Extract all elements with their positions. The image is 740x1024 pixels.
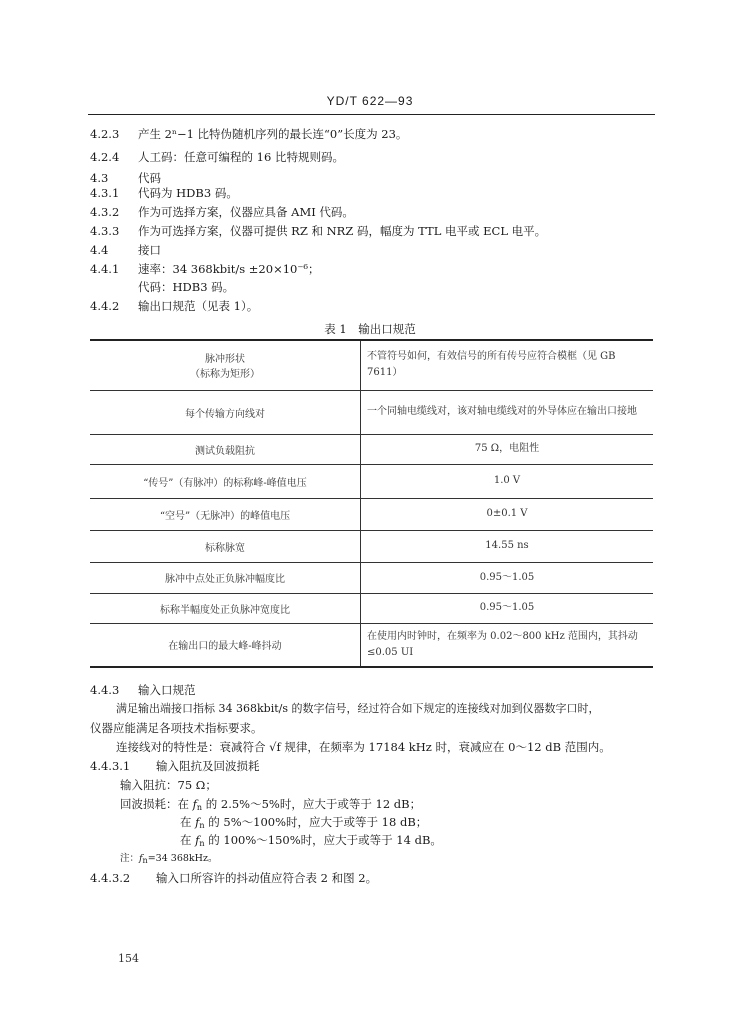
clause-text: 代码为 HDB3 码。 xyxy=(138,186,238,200)
clause-line xyxy=(90,127,407,141)
paragraph-line: 回波损耗：在 $f_n$ 的 2.5%～5%时，应大于或等于 12 dB； xyxy=(120,797,422,812)
value-cell: 14.55 ns xyxy=(361,530,654,562)
clause-text: 作为可选择方案，仪器应具备 AMI 代码。 xyxy=(138,205,354,219)
clause-number: 4.2.3 xyxy=(90,127,120,141)
note-line: 注：$f_n=34$ 368kHz。 xyxy=(120,853,218,865)
clause-line xyxy=(90,186,238,200)
param-cell: 在输出口的最大峰-峰抖动 xyxy=(90,623,361,667)
table-row xyxy=(90,562,653,593)
param-cell: 测试负载阻抗 xyxy=(90,434,361,464)
value-cell: 1.0 V xyxy=(361,464,654,498)
clause-number: 4.3 xyxy=(90,171,109,185)
output-spec-table xyxy=(90,339,653,668)
clause-text: 代码 xyxy=(138,171,161,185)
table-row xyxy=(90,593,653,623)
clause-title: 输入口规范 xyxy=(138,683,196,697)
param-cell: 脉冲中点处正负脉冲幅度比 xyxy=(90,562,361,593)
page-number: 154 xyxy=(118,952,139,965)
table-row xyxy=(90,340,653,390)
clause-line xyxy=(90,243,161,257)
clause-title: 输入阻抗及回波损耗 xyxy=(156,759,260,773)
param-cell: “空号”（无脉冲）的峰值电压 xyxy=(90,498,361,530)
table-caption: 表 1 输出口规范 xyxy=(324,322,416,336)
clause-text: 代码：HDB3 码。 xyxy=(138,280,235,294)
paragraph-line: 在 $f_n$ 的 100%～150%时，应大于或等于 14 dB。 xyxy=(180,833,442,848)
table-row xyxy=(90,530,653,562)
clause-text: 速率：34 368kbit/s ±20×10⁻⁶； xyxy=(138,262,320,276)
value-cell: 75 Ω，电阻性 xyxy=(361,434,654,464)
clause-line xyxy=(90,683,196,697)
paragraph-line: 仪器应能满足各项技术指标要求。 xyxy=(90,721,263,735)
header-rule xyxy=(88,114,655,115)
clause-line xyxy=(138,280,234,294)
table-row xyxy=(90,623,653,667)
clause-line xyxy=(90,262,320,276)
clause-number: 4.4.2 xyxy=(90,299,120,313)
clause-line xyxy=(90,759,260,773)
clause-number: 4.3.2 xyxy=(90,205,120,219)
clause-text: 产生 2ⁿ−1 比特伪随机序列的最长连“0”长度为 23。 xyxy=(138,127,408,141)
paragraph-line: 满足输出端接口指标 34 368kbit/s 的数字信号，经过符合如下规定的连接线对加到仪器数字口时， xyxy=(116,702,600,715)
clause-text: 接口 xyxy=(138,243,161,257)
clause-line xyxy=(90,224,546,238)
clause-number: 4.2.4 xyxy=(90,150,120,164)
value-cell: 在使用内时钟时，在频率为 0.02～800 kHz 范围内，其抖动≤0.05 UI xyxy=(361,623,654,667)
clause-line xyxy=(90,171,161,185)
clause-number: 4.4.3 xyxy=(90,683,120,697)
sqrt-f: √f xyxy=(269,740,281,754)
paragraph-line: 输入阻抗：75 Ω； xyxy=(120,778,217,792)
clause-text: 输入口所容许的抖动值应符合表 2 和图 2。 xyxy=(156,871,378,885)
value-cell: 0±0.1 V xyxy=(361,498,654,530)
clause-text: 人工码：任意可编程的 16 比特规则码。 xyxy=(138,150,344,164)
clause-line xyxy=(90,299,258,313)
clause-number: 4.3.3 xyxy=(90,224,120,238)
clause-number: 4.4.1 xyxy=(90,262,120,276)
table-row xyxy=(90,390,653,434)
param-cell: 每个传输方向线对 xyxy=(90,390,361,434)
clause-number: 4.4.3.1 xyxy=(90,759,131,773)
table-row xyxy=(90,498,653,530)
paragraph-line: 在 $f_n$ 的 5%～100%时，应大于或等于 18 dB； xyxy=(180,815,428,830)
table-row xyxy=(90,434,653,464)
paragraph-line: 连接线对的特性是：衰减符合 √f 规律，在频率为 17184 kHz 时，衰减应在 0～12 dB 范围内。 xyxy=(116,740,611,754)
document-code: YD/T 622—93 xyxy=(326,94,414,108)
param-cell: “传号”（有脉冲）的标称峰-峰值电压 xyxy=(90,464,361,498)
table-row xyxy=(90,464,653,498)
value-cell: 一个同轴电缆线对，该对轴电缆线对的外导体应在输出口接地 xyxy=(361,390,654,434)
clause-number: 4.4.3.2 xyxy=(90,871,131,885)
clause-text: 输出口规范（见表 1）。 xyxy=(138,299,259,313)
clause-number: 4.3.1 xyxy=(90,186,120,200)
value-cell: 0.95～1.05 xyxy=(361,562,654,593)
clause-line xyxy=(90,150,344,164)
value-cell: 不管符号如何，有效信号的所有传号应符合模框（见 GB 7611） xyxy=(361,340,654,390)
clause-line xyxy=(90,205,354,219)
param-cell: 标称半幅度处正负脉冲宽度比 xyxy=(90,593,361,623)
value-cell: 0.95～1.05 xyxy=(361,593,654,623)
param-cell: 标称脉宽 xyxy=(90,530,361,562)
param-cell: 脉冲形状 （标称为矩形） xyxy=(90,340,361,390)
clause-text: 作为可选择方案，仪器可提供 RZ 和 NRZ 码，幅度为 TTL 电平或 ECL 电平。 xyxy=(138,224,547,238)
clause-line xyxy=(90,871,377,885)
clause-number: 4.4 xyxy=(90,243,109,257)
